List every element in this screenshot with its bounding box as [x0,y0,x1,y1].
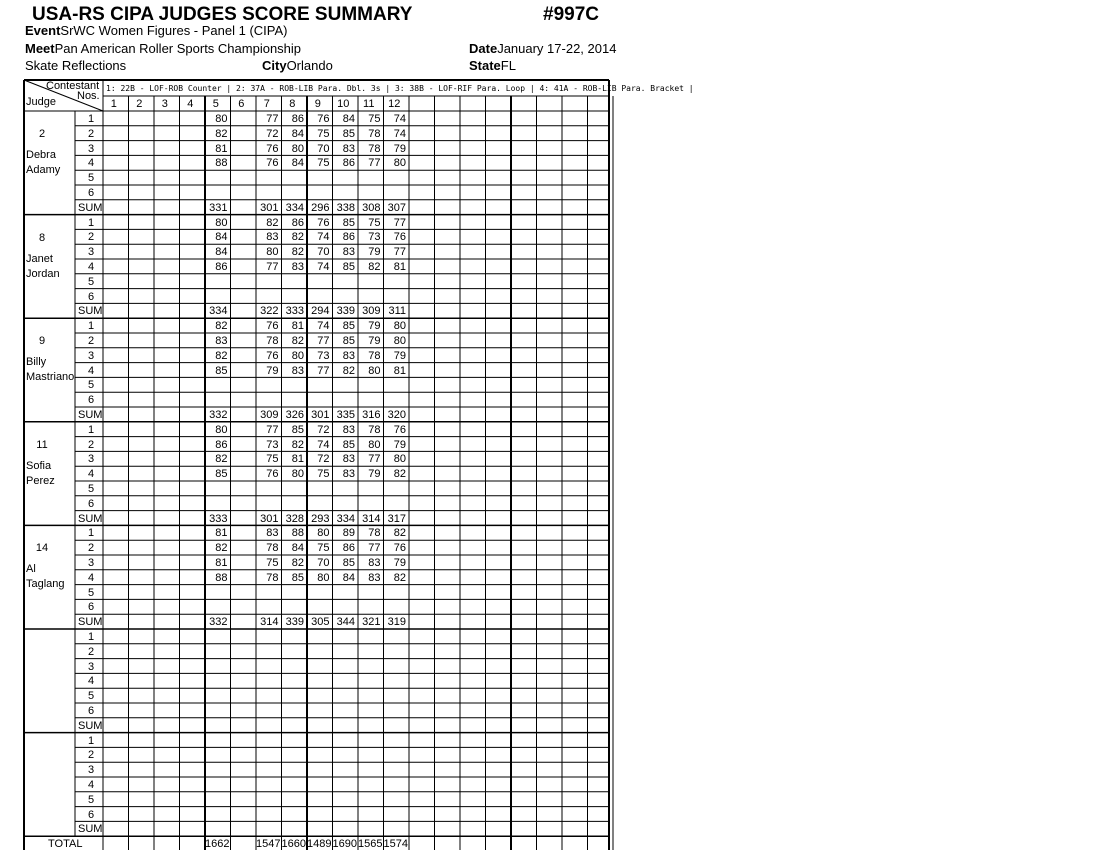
judge-first-name: Janet [26,252,53,265]
score-cell: 82 [215,320,228,333]
score-cell: 74 [317,320,330,333]
sum-cell: 311 [388,305,406,318]
score-cell: 77 [266,261,279,273]
total-cell: 1662 [205,838,230,851]
score-cell: 83 [342,349,355,362]
sum-cell: 328 [285,512,304,525]
score-cell: 85 [342,320,355,333]
score-cell: 72 [317,453,330,466]
score-cell: 75 [317,468,330,481]
score-cell: 74 [393,113,406,125]
contestant-number: 7 [263,98,270,110]
sum-label: SUM [78,201,103,214]
score-cell: 80 [215,216,228,229]
figure-row-label: 2 [87,127,95,140]
sum-label: SUM [78,719,103,732]
total-cell: 1565 [358,838,383,851]
sum-cell: 331 [209,201,228,214]
score-cell: 76 [266,468,279,481]
score-cell: 77 [368,157,381,170]
event-label: Event [25,23,61,38]
figure-row-label: 4 [87,261,95,273]
figure-row-label: 2 [87,749,95,762]
sum-label: SUM [78,409,103,421]
score-cell: 74 [317,261,330,273]
score-cell: 82 [215,127,228,140]
figure-row-label: 3 [87,764,95,777]
score-cell: 83 [368,557,381,569]
contestant-number: 12 [388,98,401,110]
score-cell: 80 [317,571,330,584]
total-cell: 1574 [383,838,408,851]
score-cell: 74 [317,438,330,451]
city-value: Orlando [286,58,333,73]
figure-row-label: 2 [87,645,95,658]
judge-label: Judge [26,96,56,108]
score-cell: 73 [317,349,330,362]
figure-row-label: 5 [87,483,95,495]
sum-cell: 344 [336,616,355,629]
score-cell: 70 [317,142,330,155]
score-cell: 88 [215,571,228,584]
score-cell: 76 [393,231,406,244]
score-cell: 77 [266,113,279,125]
score-cell: 86 [291,216,304,229]
date-label: Date [469,41,498,56]
score-cell: 75 [368,113,381,125]
score-cell: 79 [393,349,406,362]
score-cell: 75 [368,216,381,229]
sum-cell: 339 [285,616,304,629]
score-cell: 82 [291,335,304,347]
score-cell: 78 [266,335,279,347]
figure-row-label: 2 [87,335,95,347]
contestant-number: 9 [314,98,321,110]
sum-cell: 339 [336,305,355,318]
sum-cell: 308 [362,201,381,214]
figure-row-label: 6 [87,394,95,407]
contestant-number: 4 [187,98,194,110]
score-cell: 80 [291,468,304,481]
meet-value: Pan American Roller Sports Championship [54,41,302,56]
score-cell: 81 [215,527,228,540]
sum-cell: 319 [387,616,406,629]
score-cell: 78 [368,127,381,140]
score-cell: 77 [317,335,330,347]
score-cell: 85 [342,216,355,229]
figure-row-label: 2 [87,231,95,244]
score-cell: 74 [393,127,406,140]
score-cell: 82 [215,453,228,466]
score-cell: 75 [317,542,330,555]
contestant-number: 3 [161,98,168,110]
contestant-number: 10 [337,98,350,110]
score-cell: 85 [291,423,304,436]
sum-cell: 333 [209,512,228,525]
score-cell: 83 [368,571,381,584]
score-cell: 84 [215,231,228,244]
score-cell: 84 [291,542,304,555]
sum-cell: 334 [285,201,304,214]
sum-label: SUM [78,305,103,318]
figure-row-label: 4 [87,468,95,481]
figure-row-label: 3 [87,246,95,259]
sum-cell: 338 [336,201,355,214]
sum-cell: 309 [362,305,381,318]
score-cell: 82 [393,527,406,540]
sum-cell: 293 [311,512,330,525]
score-cell: 77 [393,246,406,259]
contestant-label: Contestant [46,80,100,92]
score-cell: 77 [266,423,279,436]
score-cell: 85 [342,127,355,140]
state-value: FL [500,58,516,73]
figure-row-label: 6 [87,187,95,199]
score-cell: 81 [393,261,406,273]
score-cell: 81 [393,364,406,377]
contestant-number: 1 [110,98,117,110]
figure-row-label: 5 [87,275,95,288]
figure-row-label: 1 [87,734,95,747]
score-cell: 76 [266,157,279,170]
score-cell: 79 [368,246,381,259]
figure-row-label: 1 [87,423,95,436]
figure-row-label: 1 [87,320,95,333]
judge-number: 14 [35,542,49,555]
figure-row-label: 2 [87,542,95,555]
score-cell: 84 [342,113,355,125]
score-cell: 79 [368,320,381,333]
figure-row-label: 6 [87,601,95,614]
sum-cell: 335 [336,409,355,421]
score-cell: 81 [291,320,304,333]
score-cell: 80 [368,438,381,451]
score-cell: 85 [215,364,228,377]
score-cell: 79 [393,142,406,155]
sum-cell: 305 [311,616,330,629]
score-cell: 82 [393,571,406,584]
judge-number: 11 [36,438,48,451]
sum-label: SUM [78,823,103,836]
sum-cell: 320 [387,409,406,421]
judge-number: 9 [38,335,46,348]
score-cell: 80 [215,423,228,436]
total-label: TOTAL [48,838,83,851]
state-label: State [469,58,501,73]
score-cell: 83 [342,246,355,259]
sum-cell: 333 [285,305,304,318]
score-cell: 76 [317,216,330,229]
figure-row-label: 4 [87,157,95,170]
sum-cell: 307 [387,201,406,214]
sum-cell: 321 [362,616,381,629]
score-cell: 80 [291,349,304,362]
score-cell: 76 [393,542,406,555]
sum-cell: 332 [209,616,228,629]
date-value: January 17-22, 2014 [497,41,617,56]
score-cell: 78 [266,571,279,584]
score-cell: 84 [215,246,228,259]
score-cell: 75 [317,157,330,170]
score-cell: 86 [342,157,355,170]
figure-row-label: 3 [87,349,95,362]
score-cell: 82 [368,261,381,273]
sum-cell: 301 [311,409,330,421]
score-cell: 78 [266,542,279,555]
score-cell: 85 [342,335,355,347]
score-cell: 83 [291,261,304,273]
sum-label: SUM [78,512,103,525]
sum-cell: 322 [260,305,279,318]
total-cell: 1660 [281,838,306,851]
total-cell: 1690 [332,838,357,851]
score-cell: 89 [342,527,355,540]
judge-first-name: Billy [26,356,47,369]
figure-row-label: 3 [87,660,95,673]
figure-row-label: 1 [87,527,95,540]
score-cell: 78 [368,142,381,155]
sum-cell: 326 [285,409,304,421]
sum-cell: 334 [209,305,228,318]
judge-last-name: Adamy [26,164,61,176]
score-cell: 76 [393,423,406,436]
score-cell: 75 [266,557,279,569]
figure-row-label: 4 [87,364,95,377]
score-cell: 84 [291,127,304,140]
score-cell: 81 [215,557,228,569]
score-cell: 77 [368,542,381,555]
figure-row-label: 5 [87,793,95,806]
score-cell: 80 [266,246,279,259]
sum-cell: 317 [387,512,406,525]
score-cell: 80 [368,364,381,377]
judge-last-name: Perez [26,474,55,487]
figures-legend: 1: 22B - LOF-ROB Counter | 2: 37A - ROB-LIB Para. Dbl. 3s | 3: 38B - LOF-RIF Para. Loop | 4: 41A - ROB-LIB Para. Bracket | [106,84,694,93]
score-cell: 85 [342,557,355,569]
sum-cell: 316 [362,409,381,421]
sum-label: SUM [78,616,103,629]
score-cell: 84 [291,157,304,170]
figure-row-label: 5 [87,379,95,392]
score-cell: 85 [291,571,304,584]
score-cell: 82 [215,349,228,362]
figure-row-label: 6 [87,497,95,510]
score-cell: 83 [291,364,304,377]
score-cell: 83 [342,142,355,155]
score-cell: 75 [266,453,279,466]
score-cell: 76 [266,320,279,333]
score-cell: 86 [342,231,355,244]
score-cell: 79 [368,468,381,481]
sum-cell: 332 [209,409,228,421]
score-cell: 86 [342,542,355,555]
figure-row-label: 1 [87,216,95,229]
score-cell: 86 [291,113,304,125]
judge-last-name: Mastriano [26,371,75,384]
score-cell: 78 [368,527,381,540]
score-cell: 80 [317,527,330,540]
score-cell: 83 [266,231,279,244]
sum-cell: 296 [311,201,330,214]
sum-cell: 334 [336,512,355,525]
contestant-number: 5 [212,98,219,110]
score-cell: 85 [342,438,355,451]
sum-cell: 301 [260,201,279,214]
score-cell: 72 [266,127,279,140]
score-cell: 82 [291,246,304,259]
figure-row-label: 3 [87,142,95,155]
sum-cell: 314 [260,616,279,629]
judge-first-name: Sofia [26,459,52,472]
sum-cell: 301 [260,512,279,525]
score-cell: 85 [215,468,228,481]
score-cell: 80 [215,113,228,125]
figure-row-label: 5 [87,690,95,703]
score-cell: 85 [342,261,355,273]
figure-row-label: 4 [87,675,95,688]
score-cell: 74 [317,231,330,244]
figure-row-label: 3 [87,453,95,466]
score-cell: 80 [393,157,406,170]
figure-row-label: 5 [87,172,95,185]
judge-number: 8 [38,231,46,244]
contestant-number: 8 [289,98,296,110]
score-cell: 76 [266,142,279,155]
score-cell: 76 [266,349,279,362]
contestant-number: 11 [363,98,375,110]
score-cell: 70 [317,246,330,259]
score-cell: 84 [342,571,355,584]
score-cell: 80 [393,320,406,333]
score-cell: 88 [291,527,304,540]
score-cell: 79 [393,557,406,569]
figure-row-label: 1 [87,113,95,125]
meet-label: Meet [25,41,55,56]
score-cell: 79 [393,438,406,451]
score-cell: 86 [215,261,228,273]
score-cell: 83 [215,335,228,347]
figure-row-label: 2 [87,438,95,451]
score-cell: 80 [393,335,406,347]
total-cell: 1547 [256,838,281,851]
score-cell: 79 [266,364,279,377]
score-cell: 82 [291,557,304,569]
score-cell: 73 [368,231,381,244]
contestant-number: 2 [136,98,143,110]
score-cell: 83 [342,423,355,436]
nos-label: Nos. [77,90,100,102]
event-value: SrWC Women Figures - Panel 1 (CIPA) [60,23,288,38]
figure-row-label: 4 [87,779,95,791]
sum-cell: 294 [311,305,330,318]
judge-last-name: Taglang [26,578,65,591]
score-cell: 79 [368,335,381,347]
score-cell: 78 [368,423,381,436]
contestant-number: 6 [238,98,245,110]
score-cell: 83 [266,527,279,540]
score-cell: 78 [368,349,381,362]
score-cell: 80 [393,453,406,466]
city-label: City [262,58,287,73]
figure-row-label: 6 [87,290,95,303]
figure-row-label: 1 [87,631,95,643]
score-cell: 82 [215,542,228,555]
sum-cell: 314 [362,512,381,525]
score-cell: 81 [215,142,228,155]
score-cell: 72 [317,423,330,436]
score-cell: 70 [317,557,330,569]
figure-row-label: 5 [87,586,95,599]
score-cell: 82 [342,364,355,377]
figure-row-label: 3 [87,557,95,569]
judge-first-name: Debra [26,149,56,161]
judge-last-name: Jordan [26,267,60,280]
page-title: USA-RS CIPA JUDGES SCORE SUMMARY [32,4,413,25]
score-cell: 75 [317,127,330,140]
figure-row-label: 6 [87,705,95,717]
sum-cell: 309 [260,409,279,421]
score-cell: 83 [342,468,355,481]
score-cell: 83 [342,453,355,466]
score-cell: 82 [393,468,406,481]
score-cell: 88 [215,157,228,170]
judge-first-name: Al [26,563,36,576]
figure-row-label: 4 [87,571,95,584]
score-cell: 82 [266,216,279,229]
score-cell: 73 [266,438,279,451]
score-cell: 76 [317,113,330,125]
venue: Skate Reflections [25,58,127,73]
score-cell: 80 [291,142,304,155]
score-cell: 86 [215,438,228,451]
form-code: #997C [543,4,599,25]
total-cell: 1489 [307,838,332,851]
score-cell: 81 [291,453,304,466]
score-cell: 77 [393,216,406,229]
score-cell: 82 [291,231,304,244]
figure-row-label: 6 [87,808,95,821]
judge-number: 2 [38,128,46,140]
score-cell: 77 [317,364,330,377]
score-cell: 82 [291,438,304,451]
score-cell: 77 [368,453,381,466]
